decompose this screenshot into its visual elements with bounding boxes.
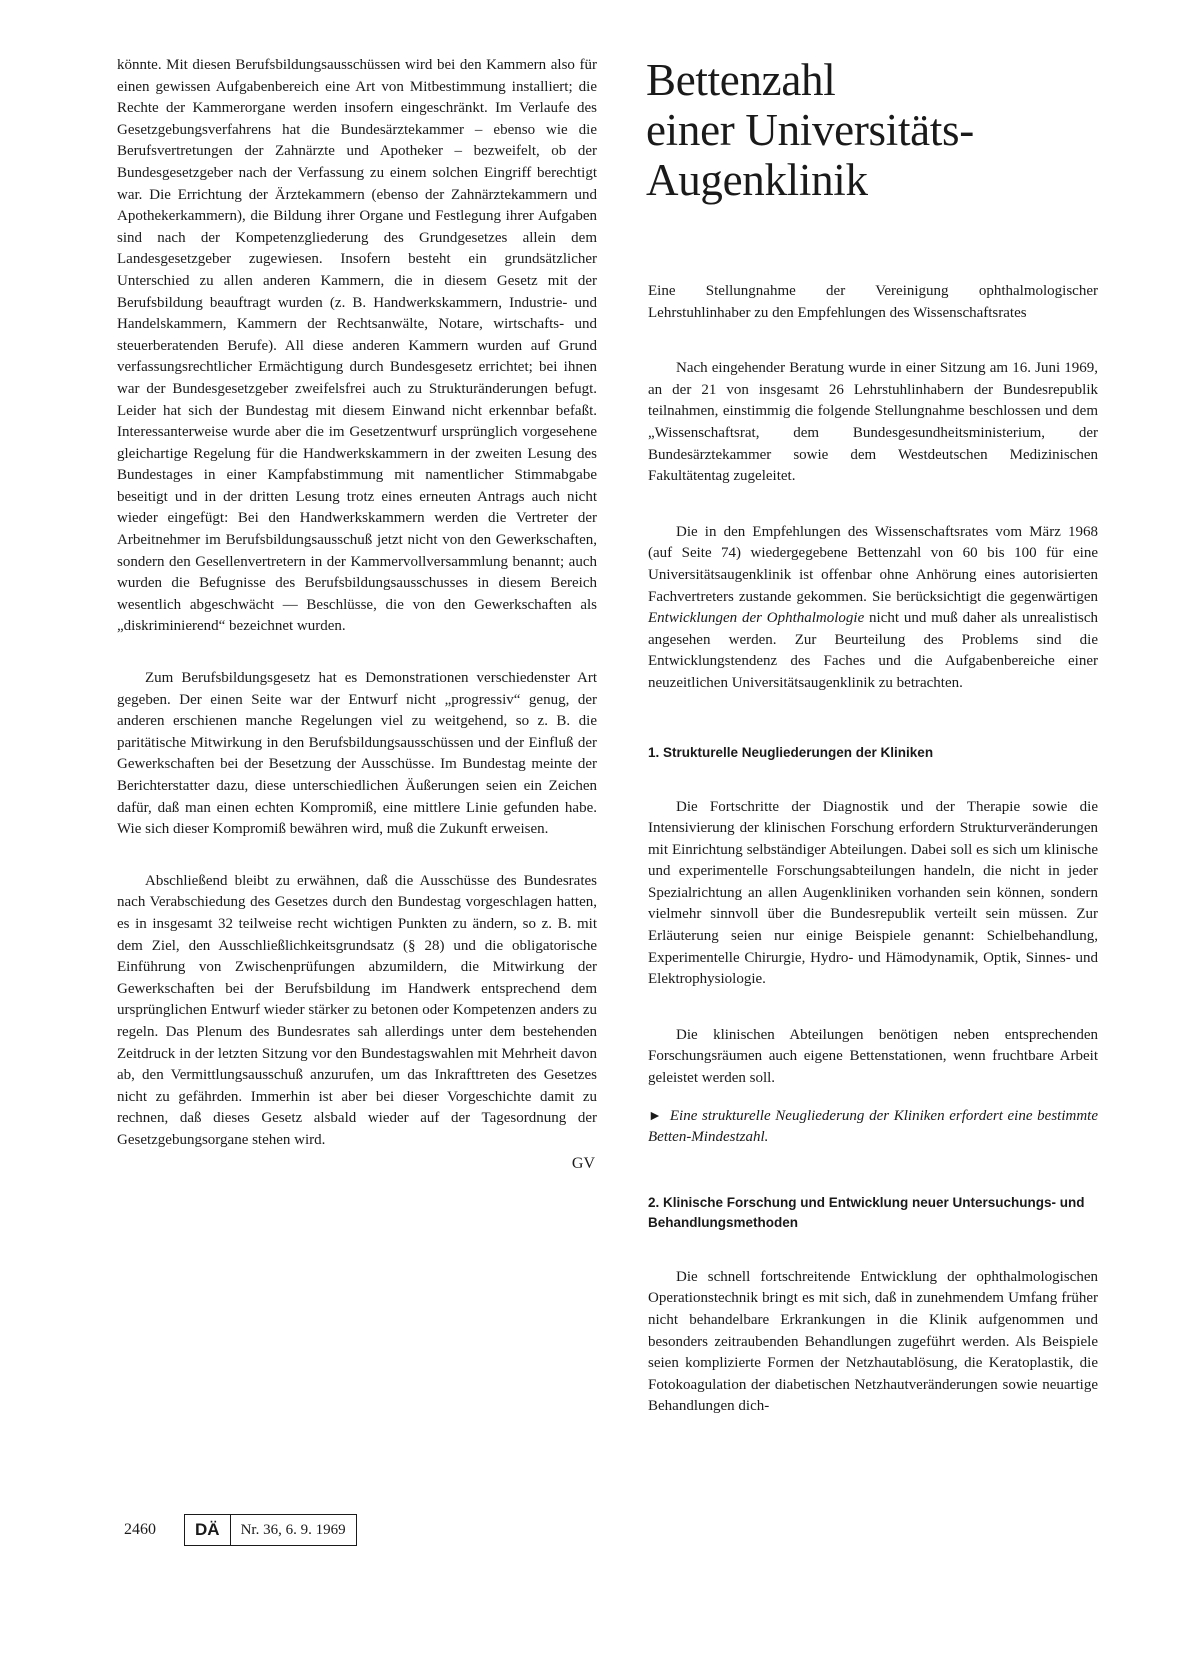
author-signature: GV [571,1154,595,1172]
body-paragraph: Zum Berufsbildungsgesetz hat es Demonstrationen verschiedenster Art gegeben. Der einen Seite war der Entwurf nicht „progressiv“ genug, der anderen erschienen manche Regelungen viel zu weitgehend, so z. B. die paritätische Mitwirkung in den Berufsbildungsausschüssen und der Einfluß der Gewerkschaften bei der Besetzung der Ausschüsse. Im Bundestag meinte der Berichterstatter dazu, diese unterschiedlichen Äußerungen seien ein Zeichen dafür, daß man einen echten Kompromiß, eine mittlere Linie gefunden habe. Wie sich dieser Kompromiß bewähren wird, muß die Zukunft erweisen. [117,670,597,838]
paragraph-text: nicht und muß daher als unrealistisch angesehen werden. Zur Beurteilung des Problems sind die Entwicklungstendenz des Faches und die Aufgabenbereiche einer neuzeitlichen Universitätsaugenklinik zu betrachten. [648,610,1098,691]
title-line: einer Universitäts- [646,105,974,155]
issue-info: Nr. 36, 6. 9. 1969 [240,1521,346,1538]
body-paragraph: Nach eingehender Beratung wurde in einer Sitzung am 16. Juni 1969, an der 21 von insgesamt 26 Lehrstuhlinhabern der Bundesrepublik teilnahmen, einstimmig die folgende Stellungnahme beschlossen und dem „Wissenschaftsrat, dem Bundesgesundheitsministerium, der Bundesärztekammer sowie dem Westdeutschen Medizinischen Fakultätentag zugeleitet. [648,360,1098,485]
italic-phrase: Entwicklungen der Ophthalmologie [648,610,865,627]
issue-box [184,1514,357,1546]
body-paragraph: Abschließend bleibt zu erwähnen, daß die Ausschüsse des Bundesrates nach Verabschiedung des Gesetzes durch den Bundestag vorgeschlagen hatten, es in insgesamt 32 teilweise recht wichtigen Punkten zu ändern, so z. B. mit dem Ziel, den Ausschließlichkeitsgrundsatz (§ 28) und die obligatorische Einführung von Zwischenprüfungen abzumildern, die Mitwirkung der Gewerkschaften bei der Berufsbildung im Handwerk entsprechend dem ursprünglichen Entwurf wieder stärker zu betonen oder Kompetenzen anders zu regeln. Das Plenum des Bundesrates sah allerdings unter dem bestehenden Zeitdruck in der letzten Sitzung vor den Bundestagswahlen mit Mehrheit davon ab, den Vermittlungsausschuß anzurufen, um das Inkrafttreten des Gesetzes nicht zu gefährden. Immerhin ist aber bei dieser Vorgeschichte damit zu rechnen, daß dieses Gesetz alsbald wieder auf der Tagesordnung der Gesetzgebungsorgane stehen wird. [117,872,597,1148]
page-footer [124,1513,357,1547]
section-heading: 1. Strukturelle Neugliederungen der Kliniken [648,744,934,760]
body-paragraph [648,522,1098,695]
arrow-marker-icon: ► [648,1108,662,1124]
body-paragraph: Die schnell fortschreitende Entwicklung der ophthalmologischen Operationstechnik bringt es mit sich, daß in zunehmendem Umfang früher nicht behandelbare Erkrankungen in die Klinik aufgenommen und besonders zeitraubenden Behandlungen zugeführt werden. Als Beispiele seien komplizierte Formen der Netzhautablösung, die Keratoplastik, die Fotokoagulation der diabetischen Netzhautveränderungen sowie neuartige Behandlungen dich- [648,1268,1098,1415]
title-line: Bettenzahl [646,55,836,105]
left-column [117,55,597,1174]
page-number: 2460 [124,1521,156,1538]
paragraph-text: Die in den Empfehlungen des Wissenschaftsrates vom März 1968 (auf Seite 74) wiedergegebene Bettenzahl von 60 bis 100 für eine Universitätsaugenklinik ist offenbar ohne Anhörung eines autorisierten Fachvertreters zustande gekommen. Sie berücksichtigt die gegenwärtigen [648,523,1098,605]
section-heading: 2. Klinische Forschung und Entwicklung neuer Untersuchungs- und Behandlungsmethoden [648,1194,1085,1230]
highlight-text: Eine strukturelle Neugliederung der Kliniken erfordert eine bestimmte Betten-Mindestzahl. [648,1107,1098,1146]
highlight-statement [648,1106,1098,1149]
body-paragraph: könnte. Mit diesen Berufsbildungsausschüssen wird bei den Kammern also für einen gewissen Aufgabenbereich eine Art von Mitbestimmung installiert; die Rechte der Kammerorgane werden insofern eingeschränkt. Im Verlaufe des Gesetzgebungsverfahrens hat die Bundesärztekammer – ebenso wie die Berufsvertretungen der Zahnärzte und Apotheker – bezweifelt, ob der Bundesgesetzgeber nach der Verfassung zu einem solchen Eingriff berechtigt war. Die Errichtung der Ärztekammern (ebenso der Zahnärztekammern und Apothekerkammern), die Bildung ihrer Organe und Festlegung ihrer Aufgaben sind nach der Kompetenzgliederung des Grundgesetzes allein dem Landesgesetzgeber zugewiesen. Insofern besteht ein grundsätzlicher Unterschied zu allen anderen Kammern, die in diesem Gesetz mit der Berufsbildung beauftragt wurden (z. B. Handwerkskammern, Industrie- und Handelskammern, Kammern der Rechtsanwälte, Notare, wirtschafts- und steuerberatenden Berufe). All diese anderen Kammern wurden auf Grund verfassungsrechtlicher Ermächtigung durch Bundesgesetz errichtet; bei ihnen war der Bundesgesetzgeber zweifelsfrei auch zu Strukturänderungen befugt. Leider hat sich der Bundestag mit diesem Einwand nicht erkennbar befaßt. Interessanterweise wurde aber die im Gesetzentwurf ursprünglich vorgesehene gleichartige Regelung für die Handwerkskammern in der zweiten Lesung des Bundestages in einer Kampfabstimmung mit namentlicher Stimmabgabe beseitigt und in der dritten Lesung trotz eines erneuten Antrags auch nicht wieder eingefügt: Bei den Handwerkskammern werden die Vertreter der Arbeitnehmer im Berufsbildungsausschuß jetzt nicht von den Gewerkschaften, sondern den Gesellenvertretern in der Kammervollversammlung benannt; auch wurden die Befugnisse des Berufsbildungsausschusses in diesem Bereich wesentlich abgeschwächt — Beschlüsse, die von den Gewerkschaften als „diskriminierend“ bezeichnet wurden. [117,57,597,635]
title-line: Augenklinik [646,155,868,205]
journal-logo: DÄ [185,1515,231,1545]
article-title [646,55,1098,205]
body-paragraph: Die klinischen Abteilungen benötigen neben entsprechenden Forschungsräumen auch eigene Bettenstationen, wenn fruchtbare Arbeit geleistet werden soll. [648,1026,1098,1087]
article-intro: Eine Stellungnahme der Vereinigung ophthalmologischer Lehrstuhlinhaber zu den Empfehlungen des Wissenschaftsrates [648,283,1098,321]
body-paragraph: Die Fortschritte der Diagnostik und der Therapie sowie die Intensivierung der klinischen Forschung erfordern Strukturveränderungen mit Einrichtung selbständiger Abteilungen. Dabei soll es sich um klinische und experimentelle Forschungsabteilungen handeln, die nicht in jeder Spezialrichtung an allen Augenkliniken vorhanden sein können, sondern vielmehr sinnvoll über die Bundesrepublik verteilt sein müssen. Zur Erläuterung seien nur einige Beispiele genannt: Schielbehandlung, Experimentelle Chirurgie, Hydro- und Hämodynamik, Optik, Sinnes- und Elektrophysiologie. [648,798,1098,988]
right-column [648,55,1098,1418]
